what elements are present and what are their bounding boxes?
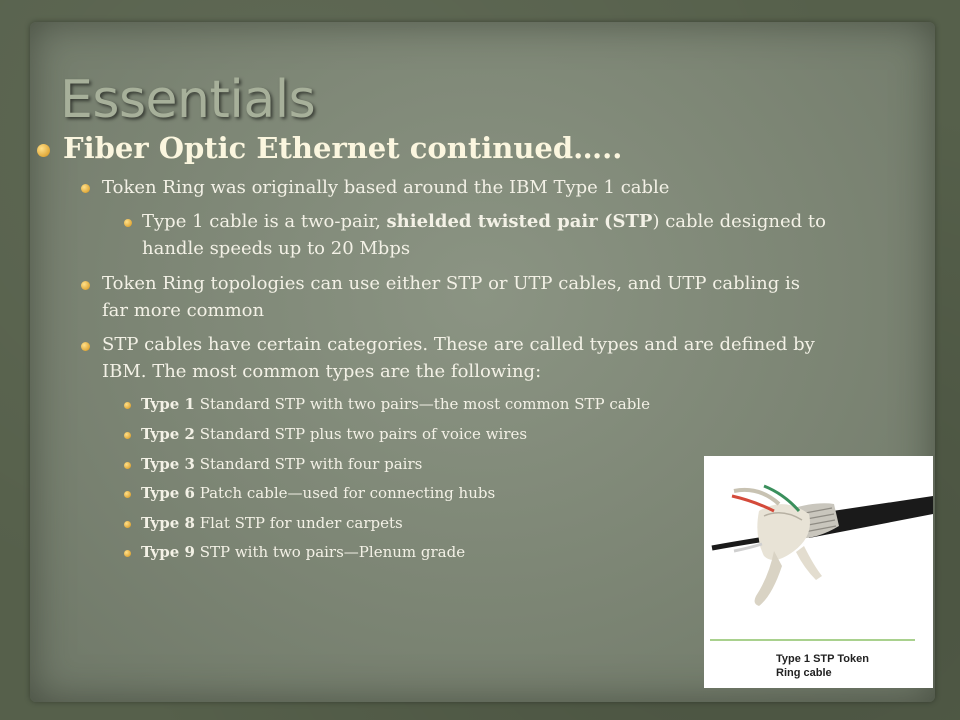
list-item-emphasis: shielded twisted pair (STP xyxy=(386,211,653,232)
type-item xyxy=(141,455,422,473)
slide-title: Essentials xyxy=(60,70,316,130)
caption-divider xyxy=(710,639,915,641)
bullet-icon xyxy=(124,550,131,557)
bullet-icon xyxy=(124,491,131,498)
list-item: Token Ring topologies can use either STP or UTP cables, and UTP cabling is xyxy=(102,273,800,294)
list-item-continuation: handle speeds up to 20 Mbps xyxy=(142,238,411,259)
list-item: Token Ring was originally based around the IBM Type 1 cable xyxy=(102,177,670,198)
figure-caption xyxy=(776,652,926,680)
bullet-icon xyxy=(81,342,90,351)
bullet-icon xyxy=(124,219,132,227)
list-item-continuation: far more common xyxy=(102,300,265,321)
list-item-text: ) cable designed to xyxy=(652,211,826,232)
bullet-icon xyxy=(124,462,131,469)
list-item xyxy=(142,211,826,232)
type-item xyxy=(141,543,465,561)
cable-figure xyxy=(704,456,933,688)
type-label: Type 3 xyxy=(141,455,195,473)
type-label: Type 8 xyxy=(141,514,195,532)
list-item-text: Type 1 cable is a two-pair, xyxy=(142,211,387,232)
type-label: Type 9 xyxy=(141,543,195,561)
type-desc: Flat STP for under carpets xyxy=(194,514,403,532)
caption-line: Ring cable xyxy=(776,667,832,679)
bullet-icon xyxy=(124,402,131,409)
type-label: Type 6 xyxy=(141,484,195,502)
type-item xyxy=(141,395,650,413)
section-heading: Fiber Optic Ethernet continued….. xyxy=(63,131,623,165)
type-label: Type 1 xyxy=(141,395,195,413)
list-item-continuation: IBM. The most common types are the following: xyxy=(102,361,542,382)
bullet-icon xyxy=(124,432,131,439)
caption-line: Type 1 STP Token xyxy=(776,653,869,665)
type-desc: Patch cable—used for connecting hubs xyxy=(194,484,496,502)
type-item xyxy=(141,425,527,443)
bullet-icon xyxy=(124,521,131,528)
type-label: Type 2 xyxy=(141,425,195,443)
bullet-icon xyxy=(81,184,90,193)
type-desc: Standard STP with four pairs xyxy=(194,455,423,473)
list-item: STP cables have certain categories. These are called types and are defined by xyxy=(102,334,815,355)
type-item xyxy=(141,514,403,532)
type-item xyxy=(141,484,495,502)
bullet-icon xyxy=(37,144,50,157)
type-desc: Standard STP with two pairs—the most common STP cable xyxy=(194,395,650,413)
type-desc: STP with two pairs—Plenum grade xyxy=(194,543,466,561)
type-desc: Standard STP plus two pairs of voice wires xyxy=(194,425,528,443)
bullet-icon xyxy=(81,281,90,290)
stp-cable-illustration xyxy=(704,456,933,631)
